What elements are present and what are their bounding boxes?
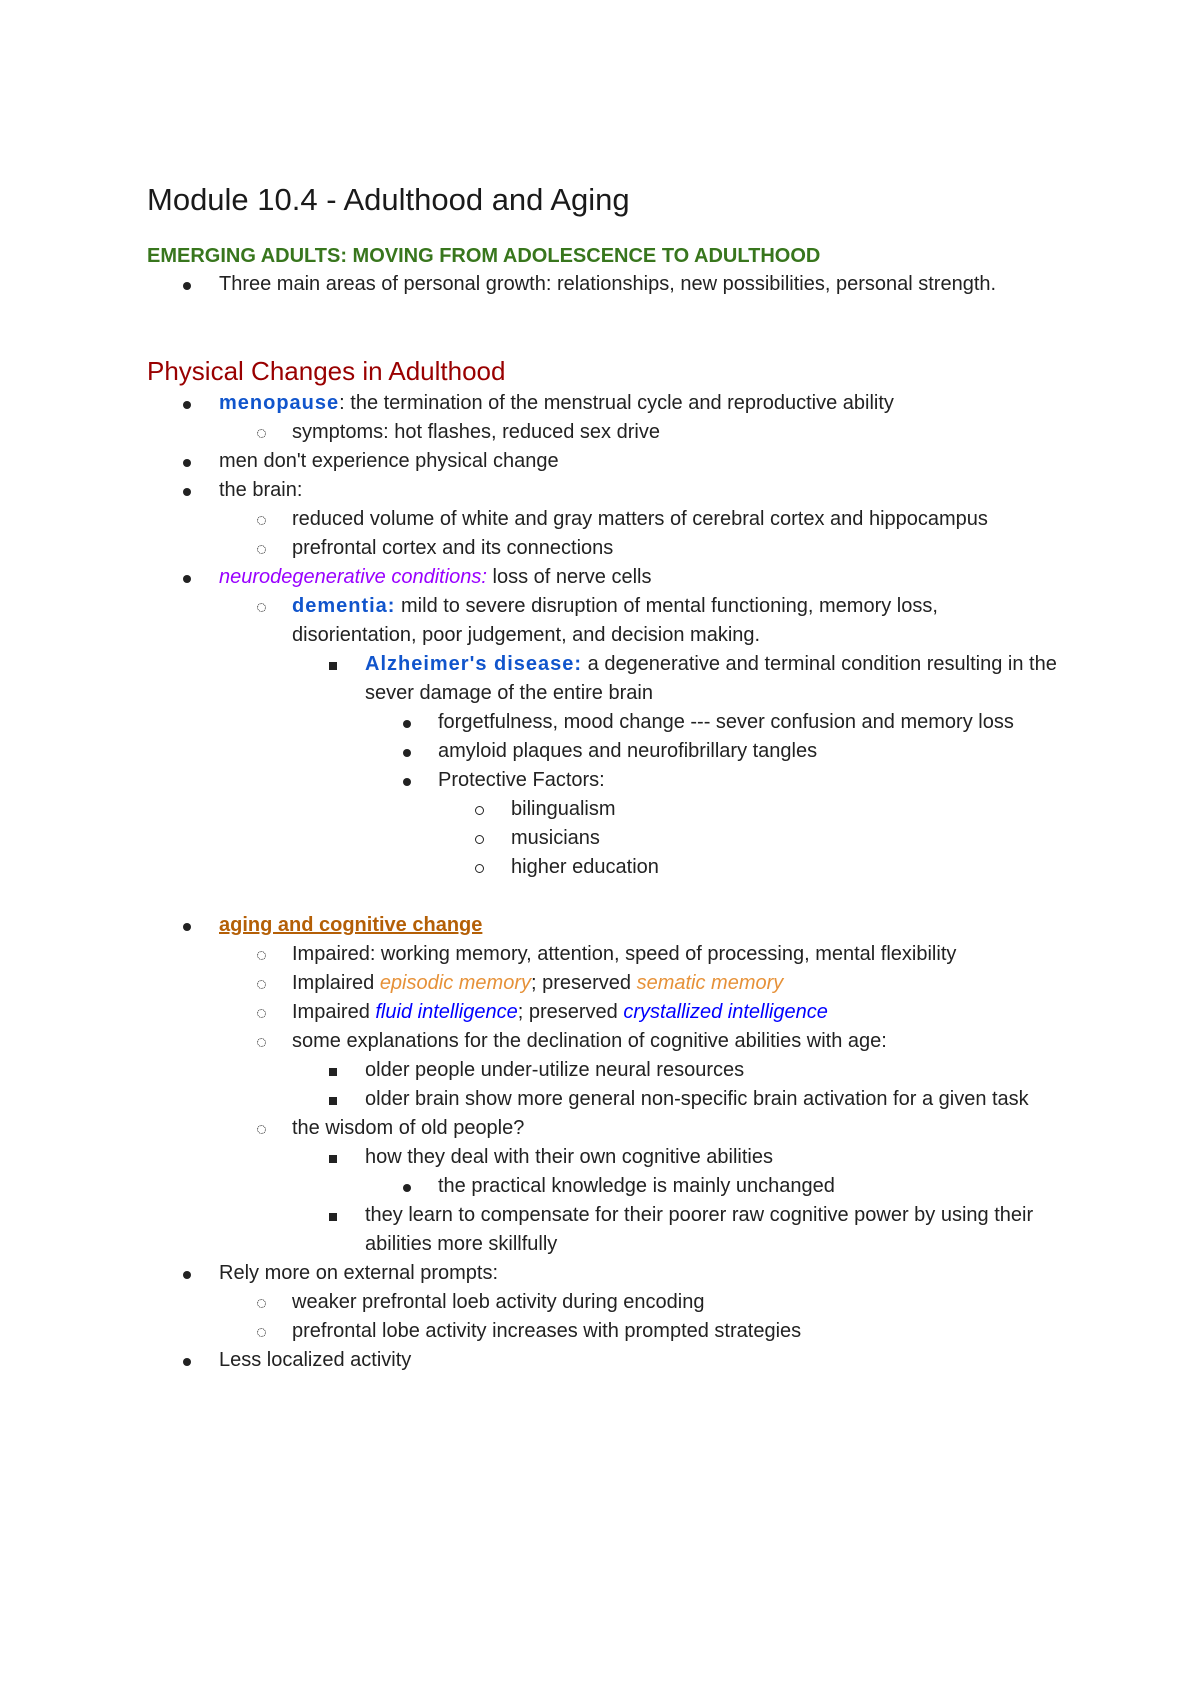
list-aging (147, 911, 1067, 1375)
term-aging-cognitive-change: aging and cognitive change (219, 914, 483, 936)
list-item: Less localized activity (219, 1349, 412, 1371)
document-page (147, 178, 1067, 1375)
list-item: prefrontal lobe activity increases with prompted strategies (292, 1320, 802, 1342)
list-item: older people under-utilize neural resources (365, 1059, 745, 1081)
list-item: symptoms: hot flashes, reduced sex drive (292, 421, 660, 443)
term-alzheimers: Alzheimer's disease: (365, 653, 583, 675)
list-item: prefrontal cortex and its connections (292, 537, 614, 559)
list-item: weaker prefrontal loeb activity during encoding (292, 1291, 705, 1313)
list-item: the wisdom of old people? (292, 1117, 525, 1139)
list-item: Impaired fluid intelligence; preserved crystallized intelligence (292, 1001, 828, 1023)
term-menopause: menopause (219, 392, 340, 414)
term-neurodegenerative: neurodegenerative conditions: (219, 566, 487, 588)
term-crystallized-intelligence: crystallized intelligence (623, 1001, 828, 1023)
list-item: they learn to compensate for their poorer raw cognitive power by using their abilities more skillfully (365, 1204, 1034, 1255)
list-item: men don't experience physical change (219, 450, 559, 472)
list-item: neurodegenerative conditions: loss of nerve cells (219, 566, 652, 588)
list-item: menopause: the termination of the menstrual cycle and reproductive ability (219, 392, 894, 414)
list-item: the practical knowledge is mainly unchanged (438, 1175, 835, 1197)
list-item: Three main areas of personal growth: relationships, new possibilities, personal strength. (219, 273, 997, 295)
term-fluid-intelligence: fluid intelligence (375, 1001, 518, 1023)
list-item: how they deal with their own cognitive abilities (365, 1146, 773, 1168)
list-item: older brain show more general non-specific brain activation for a given task (365, 1088, 1029, 1110)
list-item: reduced volume of white and gray matters of cerebral cortex and hippocampus (292, 508, 988, 530)
list-item: Alzheimer's disease: a degenerative and terminal condition resulting in the sever damage of the entire brain (365, 653, 1057, 704)
list-item: Impaired: working memory, attention, speed of processing, mental flexibility (292, 943, 957, 965)
list-item: bilingualism (511, 798, 616, 820)
section-heading-emerging-adults: EMERGING ADULTS: MOVING FROM ADOLESCENCE TO ADULTHOOD (147, 245, 821, 267)
list-item: Protective Factors: (438, 769, 605, 791)
list-item: the brain: (219, 479, 303, 501)
list-item: amyloid plaques and neurofibrillary tangles (438, 740, 818, 762)
list-item (147, 911, 1067, 940)
term-episodic-memory: episodic memory (379, 972, 531, 994)
list-emerging-adults (147, 270, 1067, 299)
list-physical-changes (147, 389, 1067, 882)
spacer (147, 882, 1067, 911)
list-item: Implaired episodic memory; preserved sematic memory (292, 972, 784, 994)
list-item: dementia: mild to severe disruption of mental functioning, memory loss, disorientation, poor judgement, and decision making. (292, 595, 938, 646)
list-item: higher education (511, 856, 659, 878)
list-item: Rely more on external prompts: (219, 1262, 499, 1284)
page-title: Module 10.4 - Adulthood and Aging (147, 182, 630, 217)
term-sematic-memory: sematic memory (636, 972, 784, 994)
list-item: musicians (511, 827, 600, 849)
section-heading-physical-changes: Physical Changes in Adulthood (147, 356, 506, 386)
list-item: forgetfulness, mood change --- sever confusion and memory loss (438, 711, 1014, 733)
term-dementia: dementia: (292, 595, 396, 617)
list-item: some explanations for the declination of cognitive abilities with age: (292, 1030, 887, 1052)
